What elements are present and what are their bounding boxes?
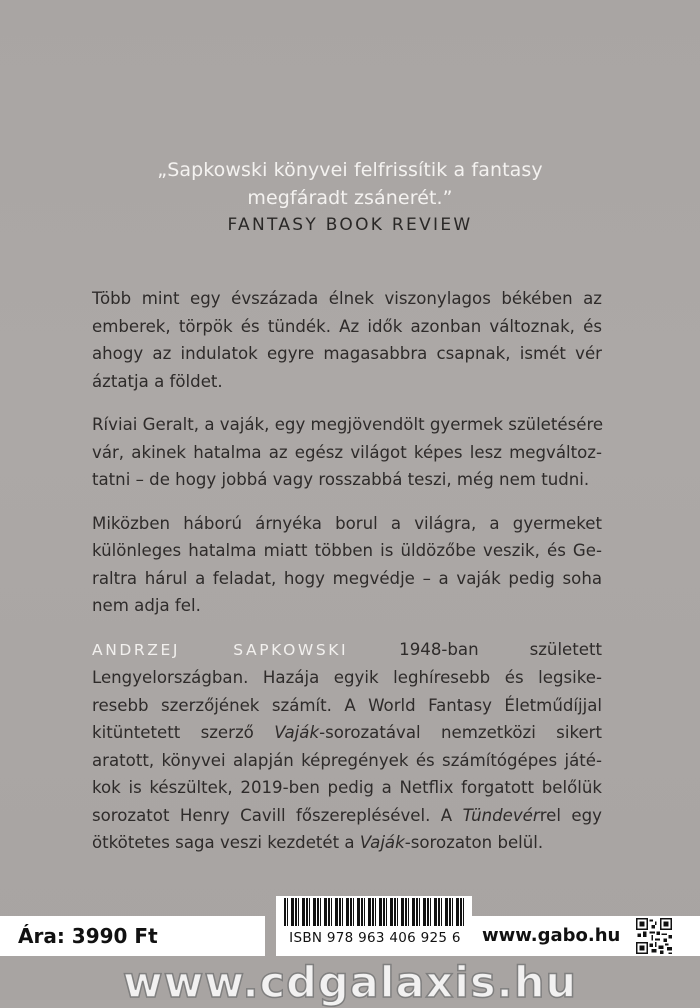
text-line: kok is készültek, 2019-ben pedig a Netflix forgatott belőlük <box>92 778 602 797</box>
publisher-website[interactable]: www.gabo.hu <box>482 925 621 946</box>
text-line: különleges hatalma miatt többen is üldözőbe veszik, és Ge- <box>92 541 602 560</box>
text-line: emberek, törpök és tündék. Az idők azonban változnak, és <box>92 316 602 336</box>
blurb-paragraph-1 <box>92 285 602 395</box>
text-fragment: kitüntetett szerző <box>92 723 275 742</box>
price-label: Ára: 3990 Ft <box>0 916 265 956</box>
series-title: Vaják <box>274 723 320 742</box>
text-fragment: -sorozatával nemzetközi sikert <box>319 723 602 742</box>
text-line <box>92 636 602 665</box>
qr-code-icon[interactable] <box>636 918 672 954</box>
text-line: Lengyelországban. Hazája egyik leghíresebb és legsike- <box>92 668 602 687</box>
review-quote <box>0 156 700 235</box>
book-title: Tündevér <box>462 805 540 825</box>
text-line: Ríviai Geralt, a vaják, egy megjövendölt gyermek születésére <box>92 415 604 434</box>
author-name: ANDRZEJ SAPKOWSKI <box>92 640 349 659</box>
text-line: áztatja a földet. <box>92 371 223 391</box>
text-fragment: rel egy <box>539 805 602 825</box>
text-line: resebb szerzőjének számít. A World Fantasy Életműdíjjal <box>92 695 602 715</box>
text-line: nem adja fel. <box>92 596 201 615</box>
text-line: Miközben háború árnyéka borul a világra, a gyermeket <box>92 513 602 533</box>
watermark-text: www.cdgalaxis.hu <box>122 958 578 1008</box>
text-fragment: -sorozaton belül. <box>404 833 544 852</box>
blurb-paragraph-2 <box>92 411 602 494</box>
text-fragment: sorozatot Henry Cavill főszereplésével. A <box>92 805 463 825</box>
text-line: aratott, könyvei alapján képregények és számítógépes játé- <box>92 750 602 770</box>
publisher-box <box>472 916 700 956</box>
series-title: Vaják <box>359 833 405 852</box>
quote-line-1: „Sapkowski könyvei felfrissítik a fantasy <box>157 159 543 181</box>
book-blurb <box>92 285 602 873</box>
text-line <box>92 719 602 747</box>
text-fragment: 1948-ban született <box>348 639 602 659</box>
blurb-paragraph-3 <box>92 510 602 620</box>
isbn-number: ISBN 978 963 406 925 6 <box>289 930 461 946</box>
text-line: vár, akinek hatalma az egész világot képes lesz megváltoz- <box>92 442 602 462</box>
quote-source: FANTASY BOOK REVIEW <box>227 215 473 235</box>
text-line: tatni – de hogy jobbá vagy rosszabbá teszi, még nem tudni. <box>92 470 590 489</box>
text-line: raltra hárul a feladat, hogy megvédje – a vaják pedig soha <box>92 568 602 588</box>
barcode <box>276 896 472 956</box>
author-bio <box>92 636 602 857</box>
quote-line-2: megfáradt zsánerét.” <box>247 187 453 209</box>
text-line <box>92 802 602 830</box>
text-line: Több mint egy évszázada élnek viszonylagos békében az <box>92 289 602 308</box>
text-fragment: ötkötetes saga veszi kezdetét a <box>92 833 360 852</box>
text-line: ahogy az indulatok egyre magasabbra csapnak, ismét vér <box>92 344 602 363</box>
text-line <box>92 829 602 857</box>
barcode-bars <box>284 898 464 926</box>
